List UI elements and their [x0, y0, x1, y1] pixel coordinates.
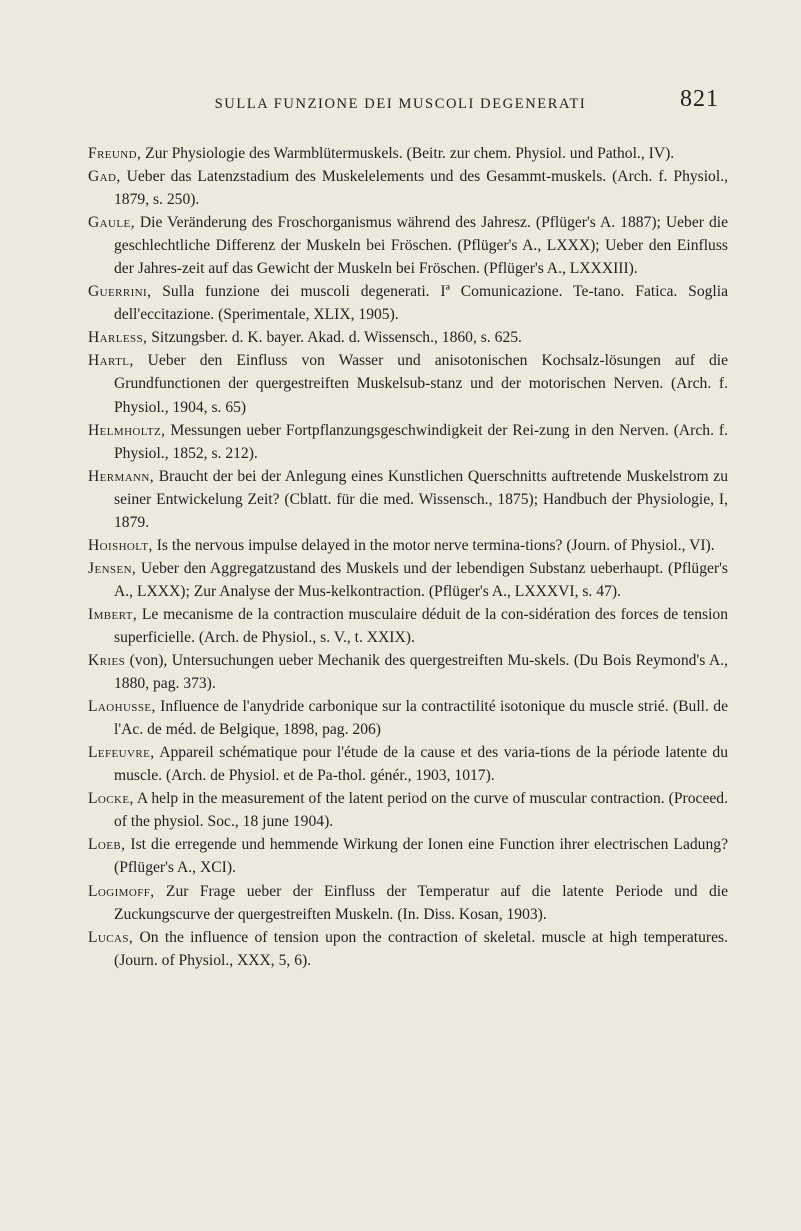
entry-author: Hoisholt, [88, 536, 153, 554]
entry-text: Ueber den Einfluss von Wasser und anisotonischen Kochsalz-lösungen auf die Grundfunctionen der quergestreiften Muskelsub-stanz und der motorischen Nerven. (Arch. f. Physiol., 1904, s. 65) [114, 352, 728, 416]
entry-author: Lucas, [88, 928, 134, 946]
entry-text: Messungen ueber Fortpflanzungsgeschwindigkeit der Rei-zung in den Nerven. (Arch. f. Physiol., 1852, s. 212). [114, 421, 728, 462]
bibliography-entry [88, 326, 728, 349]
entry-author: Hartl, [88, 352, 134, 370]
entry-text: Zur Frage ueber der Einfluss der Temperatur auf die latente Periode und die Zuckungscurve der quergestreiften Muskeln. (In. Diss. Kosan, 1903). [114, 882, 728, 923]
bibliography-entry [88, 695, 728, 741]
entry-author: Imbert, [88, 605, 138, 623]
entry-text: Influence de l'anydride carbonique sur la contractilité isotonique du muscle strié. (Bull. de l'Ac. de méd. de Belgique, 1898, pag. 206) [114, 698, 728, 739]
bibliography-entry [88, 465, 728, 534]
entry-author: Helmholtz, [88, 421, 166, 439]
bibliography-entry [88, 649, 728, 695]
entry-text: Sulla funzione dei muscoli degenerati. Iª Comunicazione. Te-tano. Fatica. Soglia dell'eccitazione. (Sperimentale, XLIX, 1905). [114, 283, 728, 324]
entry-text: On the influence of tension upon the contraction of skeletal. muscle at high temperatures. (Journ. of Physiol., XXX, 5, 6). [114, 928, 728, 969]
bibliography-entry [88, 165, 728, 211]
entry-text: Braucht der bei der Anlegung eines Kunstlichen Querschnitts auftretende Muskelstrom zu seiner Entwickelung Zeit? (Cblatt. für die med. Wissensch., 1875); Handbuch der Physiologie, I, 1879. [114, 467, 728, 531]
bibliography-entry [88, 419, 728, 465]
bibliography-entry [88, 741, 728, 787]
entry-text: A help in the measurement of the latent period on the curve of muscular contraction. (Proceed. of the physiol. Soc., 18 june 1904). [114, 790, 728, 831]
entry-author: Gad, [88, 168, 121, 186]
entry-author: Locke, [88, 790, 134, 808]
page-header [0, 86, 801, 116]
bibliography-entry [88, 926, 728, 972]
entry-text: Ist die erregende und hemmende Wirkung der Ionen eine Function ihrer electrischen Ladung? (Pflüger's A., XCI). [114, 836, 728, 877]
bibliography-entry [88, 880, 728, 926]
entry-text: Le mecanisme de la contraction musculaire déduit de la con-sidération des forces de tension superficielle. (Arch. de Physiol., s. V., t. XXIX). [114, 605, 728, 646]
entry-author: Jensen, [88, 559, 137, 577]
entry-author: Guerrini, [88, 283, 152, 301]
entry-author: Lefeuvre, [88, 744, 155, 762]
entry-author: Logimoff, [88, 882, 155, 900]
bibliography-entry [88, 280, 728, 326]
bibliography-entry [88, 833, 728, 879]
running-head: SULLA FUNZIONE DEI MUSCOLI DEGENERATI [214, 96, 587, 112]
entry-author: Harless, [88, 329, 148, 347]
bibliography-entry [88, 603, 728, 649]
entry-text: Ueber das Latenzstadium des Muskelelements und des Gesammt-muskels. (Arch. f. Physiol., 1879, s. 250). [114, 168, 728, 209]
bibliography-entry [88, 787, 728, 833]
entry-author: Laohusse, [88, 698, 156, 716]
entry-author: Freund, [88, 145, 142, 162]
entry-text: Zur Physiologie des Warmblütermuskels. (Beitr. zur chem. Physiol. und Pathol., IV). [141, 145, 675, 162]
entry-text: (von), Untersuchungen ueber Mechanik des quergestreiften Mu-skels. (Du Bois Reymond's A., 1880, pag. 373). [114, 652, 728, 693]
bibliography-entry [88, 349, 728, 418]
entry-author: Gaule, [88, 214, 135, 232]
entry-author: Kries [88, 652, 126, 670]
entry-text: Sitzungsber. d. K. bayer. Akad. d. Wissensch., 1860, s. 625. [147, 329, 522, 347]
bibliography-entry [88, 142, 728, 165]
bibliography-list [88, 142, 728, 972]
entry-author: Hermann, [88, 467, 155, 485]
entry-author: Loeb, [88, 836, 126, 854]
bibliography-entry [88, 557, 728, 603]
entry-text: Is the nervous impulse delayed in the motor nerve termina-tions? (Journ. of Physiol., VI). [152, 536, 715, 554]
entry-text: Die Veränderung des Froschorganismus während des Jahresz. (Pflüger's A. 1887); Ueber die geschlechtliche Differenz der Muskeln bei Fröschen. (Pflüger's A., LXXX); Ueber den Einfluss der Jahres-zeit auf das Gewicht der Muskeln bei Fröschen. (Pflüger's A., LXXXIII). [114, 214, 728, 278]
entry-text: Appareil schématique pour l'étude de la cause et des varia-tions de la période latente du muscle. (Arch. de Physiol. et de Pa-thol. génér., 1903, 1017). [114, 744, 728, 785]
bibliography-entry [88, 534, 728, 557]
bibliography-entry [88, 211, 728, 280]
page-number: 821 [680, 86, 719, 112]
entry-text: Ueber den Aggregatzustand des Muskels und der lebendigen Substanz ueberhaupt. (Pflüger's A., LXXX); Zur Analyse der Mus-kelkontraction. (Pflüger's A., LXXXVI, s. 47). [114, 559, 728, 600]
